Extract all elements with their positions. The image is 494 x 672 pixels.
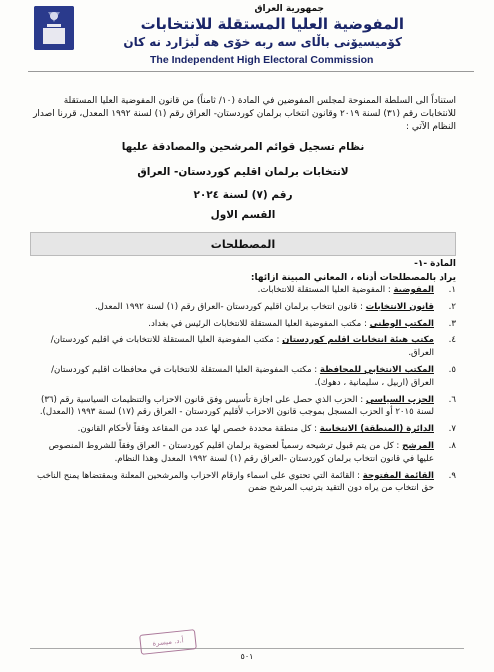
item-text: : مكتب المفوضية العليا المستقلة للانتخابات الرئيس في بغداد. xyxy=(148,318,370,329)
commission-name-english: The Independent High Electoral Commission xyxy=(150,54,374,66)
item-text: : كل منطقة محددة خصص لها عدد من المقاعد وفقاً لأحكام القانون. xyxy=(77,424,320,435)
header-divider xyxy=(28,71,474,72)
list-item xyxy=(30,318,456,331)
list-item xyxy=(30,364,456,390)
item-text: : قانون انتخاب برلمان اقليم كوردستان -العراق رقم (١) لسنة ١٩٩٢ المعدل. xyxy=(94,301,366,312)
item-text: : الحزب الذي حصل على اجازة تأسيس وفق قانون الاحزاب والتنظيمات السياسية رقم (٣٦) لسنة ٢٠١٥ أو الحزب المسجل بموجب قانون الاحزاب لأقليم كوردستان - العراق رقم (١٧) لسنة ١٩٩٣ (المعدل). xyxy=(39,394,434,418)
commission-name-arabic: المفوضية العليا المستقلة للانتخابات xyxy=(140,15,404,33)
list-item xyxy=(30,334,456,360)
page-number: ٥٠١ xyxy=(240,652,254,661)
item-number: ١. xyxy=(448,285,456,295)
commission-name-kurdish: كۆميسيۆنى باڵاى سه ربه خۆى هه ڵبژارد نه كان xyxy=(123,35,402,49)
article-intro: يراد بالمصطلحات أدناه ، المعاني المبينة ازائها: xyxy=(250,273,456,283)
regulation-title: نظام تسجيل قوائم المرشحين والمصادقة عليها xyxy=(121,141,365,153)
regulation-subtitle: لانتخابات برلمان اقليم كوردستان- العراق xyxy=(137,166,349,178)
item-term: المكتب الوطني xyxy=(369,318,434,329)
definitions-list xyxy=(30,284,456,499)
item-term: مكتب هيئة انتخابات اقليم كوردستان xyxy=(282,335,434,346)
section-label: القسم الاول xyxy=(210,209,276,221)
item-number: ٥. xyxy=(448,364,456,375)
item-term: المفوضية xyxy=(393,285,434,295)
republic-label: جمهورية العراق xyxy=(254,4,324,14)
item-number: ٤. xyxy=(448,335,456,346)
list-item xyxy=(30,394,456,420)
article-heading: المادة -١- xyxy=(414,259,456,269)
item-text: : مكتب المفوضية العليا المستقلة للانتخابات في محافظات اقليم كوردستان/العراق (اربيل ، سليمانية ، دهوك). xyxy=(51,364,434,388)
item-text: : المفوضية العليا المستقلة للانتخابات. xyxy=(257,285,394,295)
signature-stamp: أ.د. ميسرة xyxy=(139,629,197,655)
list-item xyxy=(30,301,456,314)
preamble-paragraph: استناداً الى السلطة الممنوحة لمجلس المفوضين في المادة (١٠/ ثامناً) من قانون المفوضية العليا المستقلة للانتخابات رقم (٣١) لسنة ٢٠١٩ وقانون انتخاب برلمان كوردستان- العراق رقم (١) لسنة ١٩٩٢ المعدل، قررنا اصدار النظام الآتي : xyxy=(33,96,456,132)
item-number: ٢. xyxy=(448,301,456,312)
list-item xyxy=(30,284,456,297)
item-term: القائمة المفتوحة xyxy=(362,470,434,481)
item-text: : كل من يتم قبول ترشيحه رسمياً لعضوية برلمان اقليم كوردستان - العراق وفقاً للشروط المنصوص عليها في قانون انتخاب برلمان كوردستان -العراق رقم (١) لسنة ١٩٩٢ المعدل وهذا النظام. xyxy=(48,440,434,464)
item-number: ٩. xyxy=(448,470,456,481)
item-term: الحزب السياسي xyxy=(365,394,434,405)
item-term: المرشح xyxy=(402,440,434,451)
ihec-logo xyxy=(34,6,74,50)
item-term: الدائرة (المنطقة) الانتخابية xyxy=(319,424,434,435)
list-item xyxy=(30,440,456,466)
item-text: : القائمة التي تحتوي على اسماء وارقام الاحزاب والمرشحين المعلنة وبمقتضاها يمنح الناخب حق انتخاب من يراه دون التقيد بترتيب المرشح ضمن xyxy=(37,470,434,494)
item-number: ٨. xyxy=(448,440,456,451)
regulation-number: رقم (٧) لسنة ٢٠٢٤ xyxy=(193,189,293,201)
item-number: ٧. xyxy=(448,424,456,435)
item-number: ٦. xyxy=(448,394,456,405)
section-heading-box xyxy=(30,232,456,256)
footer-divider xyxy=(30,648,464,649)
item-number: ٣. xyxy=(448,318,456,329)
section-heading: المصطلحات xyxy=(210,237,276,251)
list-item xyxy=(30,470,456,496)
item-text: : مكتب المفوضية العليا المستقلة للانتخابات في اقليم كوردستان/العراق. xyxy=(50,335,434,359)
list-item xyxy=(30,423,456,436)
item-term: المكتب الانتخابي للمحافظة xyxy=(319,364,434,375)
item-term: قانون الانتخابات xyxy=(365,301,434,312)
